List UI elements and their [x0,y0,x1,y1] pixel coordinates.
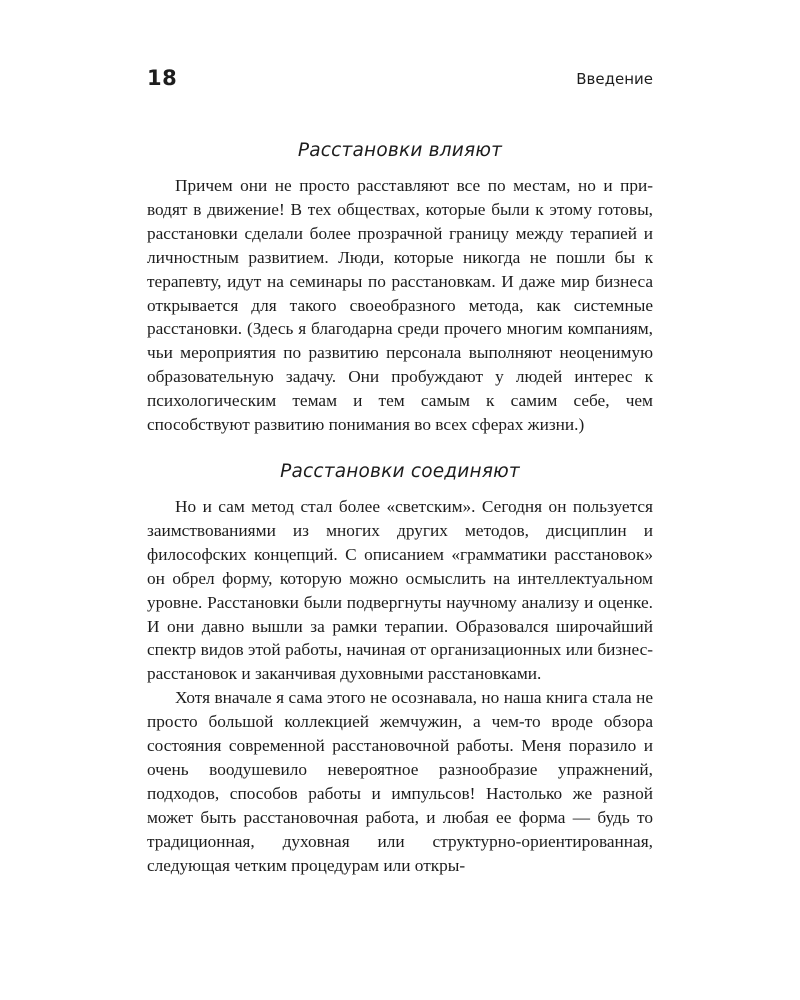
section-connect [147,457,653,878]
paragraph: Но и сам метод стал более «светским». Сегодня он пользуется заимствованиями из многих других методов, дисциплин и философских концепций. С описанием «грамматики расстановок» он обрел форму, которую можно осмыслить на интеллектуальном уровне. Расстановки были подвергнуты научному анализу и оценке. И они давно вышли за рамки терапии. Образовался широчайший спектр видов этой работы, начиная от организационных или бизнес-расстановок и заканчивая духовными расстановками. [147,496,653,684]
page-header [147,66,653,96]
page-number: 18 [147,66,178,90]
page-body [147,136,653,877]
section-heading: Расстановки влияют [297,140,503,161]
section-influence [147,136,653,437]
paragraph: Хотя вначале я сама этого не осознавала, но наша книга стала не просто большой коллекцией жемчужин, а чем-то вроде обзора состояния современной расстановочной работы. Меня поразило и очень воодушевило невероятное разнообразие упражнений, подходов, способов работы и импульсов! Настолько же разной может быть расстановочная работа, и любая ее форма — будь то традиционная, духовная или структурно-ориентированная, следующая четким процедурам или откры- [147,688,653,875]
section-heading: Расстановки соединяют [280,460,520,482]
paragraph: Причем они не просто расставляют все по местам, но и приводят в движение! В тех обществах, которые были к этому готовы, расстановки сделали более прозрачной границу между терапией и личностным развитием. Люди, которые никогда не пошли бы к терапевту, идут на семинары по расстановкам. И даже мир бизнеса открывается для такого своеобразного метода, как системные расстановки. (Здесь я благодарна среди прочего многим компаниям, чьи мероприятия по развитию персонала выполняют неоценимую образовательную задачу. Они пробуждают у людей интерес к психологическим темам и тем самым к самим себе, чем способствуют развитию понимания во всех сферах жизни.) [147,176,653,435]
running-head: Введение [576,70,653,88]
